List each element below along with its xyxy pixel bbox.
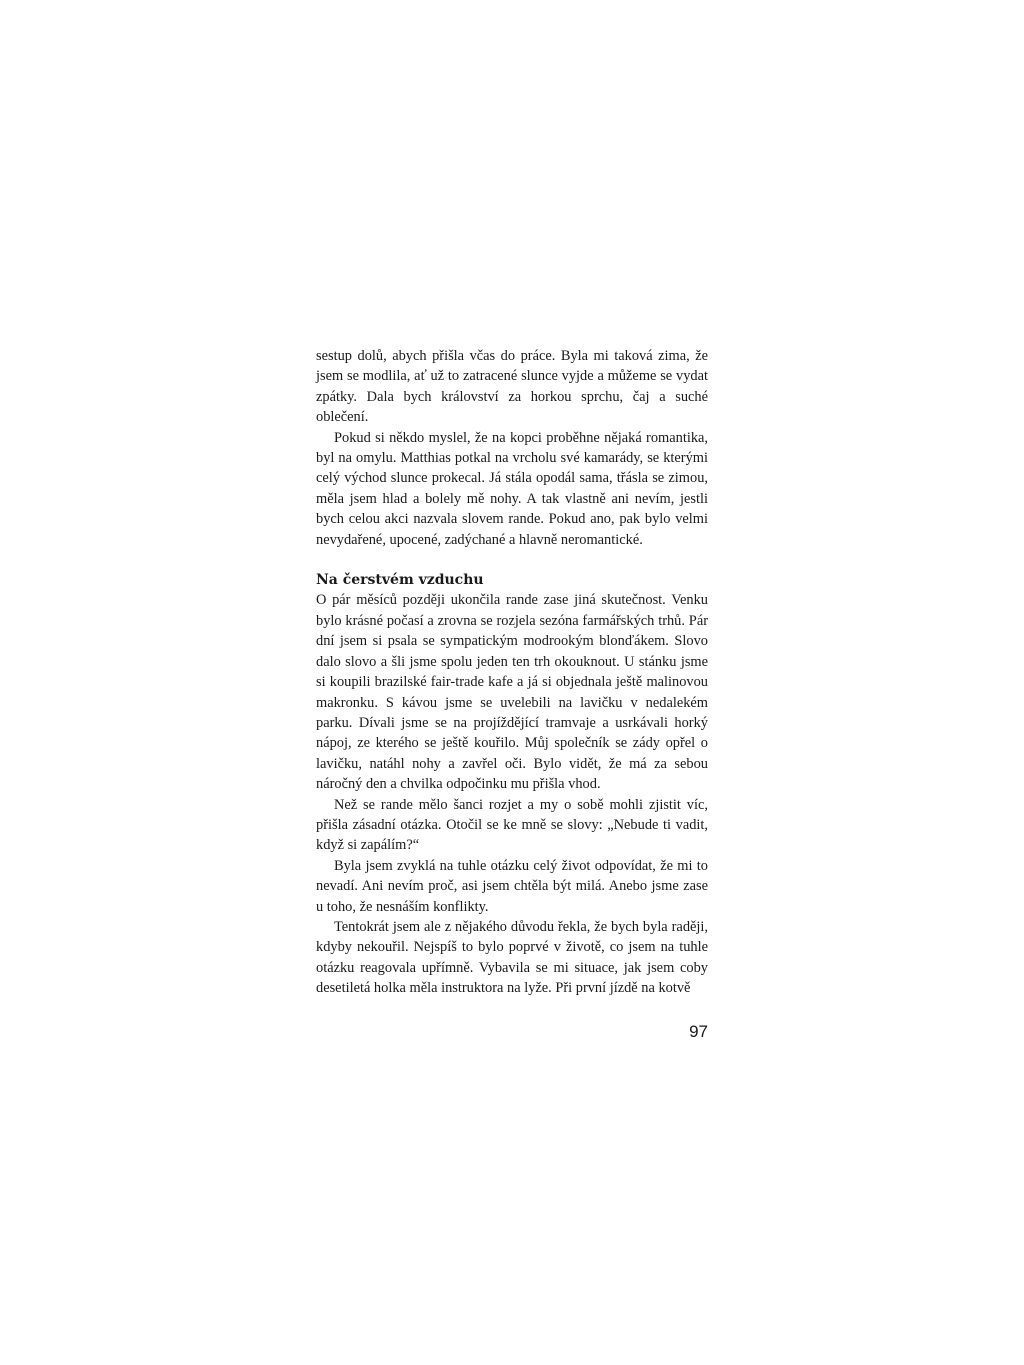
- section-heading: Na čerstvém vzduchu: [316, 572, 484, 589]
- paragraph: O pár měsíců později ukončila rande zase jiná skutečnost. Venku bylo krásné počasí a zrovna se rozjela sezóna farmářských trhů. Pár dní jsem si psala se sympatickým modrookým blonďákem. Slovo dalo slovo a šli jsme spolu jeden ten trh okouknout. U stánku jsme si koupili brazilské fair-trade kafe a já si objednala ještě malinovou makronku. S kávou jsme se uvelebili na lavičku v nedalekém parku. Dívali jsme se na projíždějící tramvaje a usrkávali horký nápoj, ze kterého se ještě kouřilo. Můj společník se zády opřel o lavičku, natáhl nohy a zavřel oči. Bylo vidět, že má za sebou náročný den a chvilka odpočinku mu přišla vhod.: [316, 592, 708, 793]
- paragraph: Tentokrát jsem ale z nějakého důvodu řekla, že bych byla raději, kdyby nekouřil. Nejspíš to bylo poprvé v životě, co jsem na tuhle otázku reagovala upřímně. Vybavila se mi situace, jak jsem coby desetiletá holka měla instruktora na lyže. Při první jízdě na kotvě: [316, 918, 708, 997]
- paragraph: Pokud si někdo myslel, že na kopci proběhne nějaká romantika, byl na omylu. Matthias potkal na vrcholu své kamarády, se kterými celý východ slunce prokecal. Já stála opodál sama, třásla se zimou, měla jsem hlad a bolely mě nohy. A tak vlastně ani nevím, jestli bych celou akci nazvala slovem rande. Pokud ano, pak bylo velmi nevydařené, upocené, zadýchané a hlavně neromantické.: [316, 429, 708, 548]
- page-number: 97: [689, 1022, 708, 1041]
- paragraph: sestup dolů, abych přišla včas do práce. Byla mi taková zima, že jsem se modlila, ať už to zatracené slunce vyjde a můžeme se vydat zpátky. Dala bych království za horkou sprchu, čaj a suché oblečení.: [316, 348, 708, 426]
- body-text: [316, 346, 708, 999]
- paragraph: Byla jsem zvyklá na tuhle otázku celý život odpovídat, že mi to nevadí. Ani nevím proč, asi jsem chtěla být milá. Anebo jsme zase u toho, že nesnáším konflikty.: [316, 857, 708, 915]
- paragraph: Než se rande mělo šanci rozjet a my o sobě mohli zjistit víc, přišla zásadní otázka. Otočil se ke mně se slovy: „Nebude ti vadit, když si zapálím?“: [316, 796, 708, 854]
